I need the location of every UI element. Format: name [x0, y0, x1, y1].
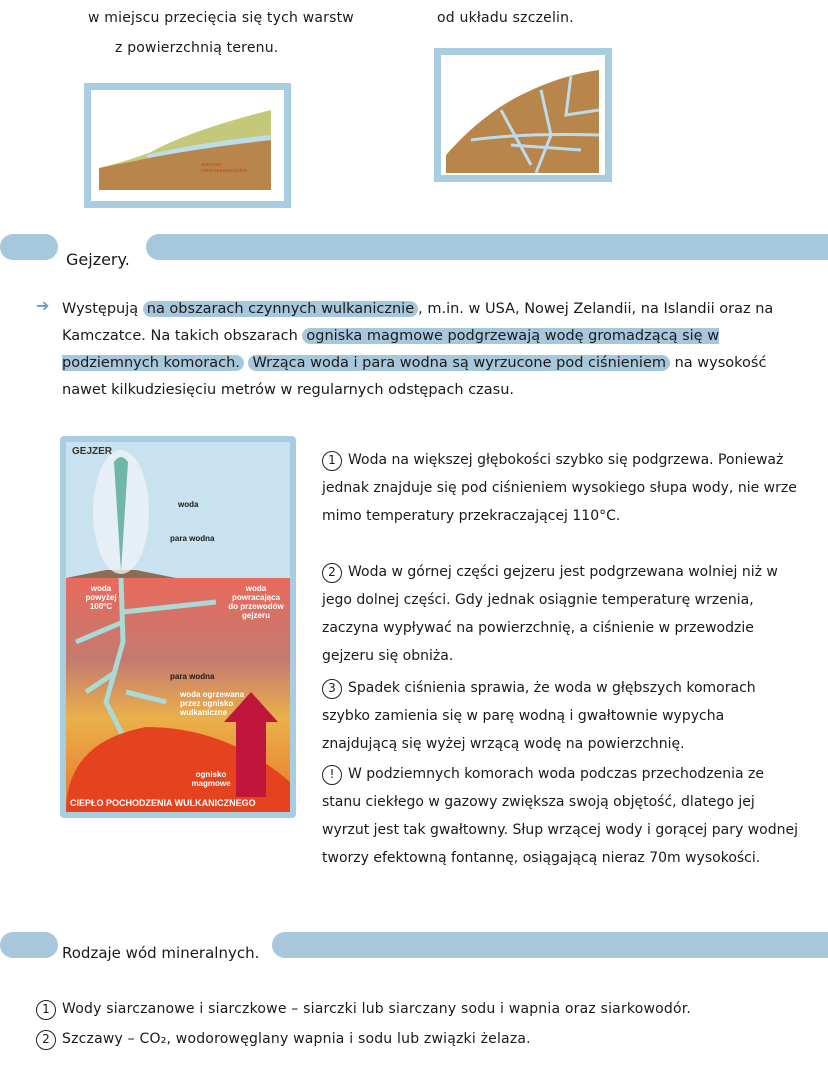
list-item [322, 760, 802, 872]
number-badge: 3 [322, 679, 342, 699]
diagram-title: GEJZER [72, 446, 113, 457]
text: , m.in. w USA, Nowej Zelandii, na Islandii oraz na Kamczatce. Na takich obszarach [62, 301, 774, 344]
list-item [36, 1000, 691, 1020]
diagram-footer: CIEPŁO POCHODZENIA WULKANICZNEGO [70, 798, 256, 808]
heading-bar-left [0, 932, 58, 958]
label-woda: woda [178, 500, 199, 509]
text: Występują [62, 301, 143, 317]
item-text: W podziemnych komorach woda podczas przechodzenia ze stanu ciekłego w gazowy zwiększa swoją objętość, dlatego jej wyrzut jest tak gwałtowny. Słup wrzącej wody i gorącej pary wodnej tworzy efektowną fontannę, osiągającą nieraz 70m wysokości. [322, 766, 798, 866]
heading-bar-right [146, 234, 828, 260]
item-text: Woda na większej głębokości szybko się podgrzewa. Ponieważ jednak znajduje się pod ciśnieniem wysokiego słupa wody, nie wrze mimo temperatury przekraczającej 110°C. [322, 452, 797, 524]
list-item [322, 558, 802, 670]
heading-bar-right [272, 932, 828, 958]
label-woda-ogrzewana: woda ogrzewana przez ognisko wulkaniczne [180, 690, 245, 717]
item-text: Szczawy – CO₂, wodorowęglany wapnia i sodu lub związki żelaza. [62, 1031, 531, 1047]
heading-bar-left [0, 234, 58, 260]
list-item [322, 446, 802, 530]
label-para-wodna-2: para wodna [170, 672, 215, 681]
item-text: Wody siarczanowe i siarczkowe – siarczki lub siarczany sodu i wapnia oraz siarkowodór. [62, 1001, 692, 1017]
text-line: z powierzchnią terenu. [115, 40, 279, 56]
label-woda-powyzej: woda powyżej 100°C [85, 584, 117, 611]
list-item [322, 674, 802, 758]
list-item [36, 1030, 531, 1050]
text: na wysokość nawet kilkudziesięciu metrów w regularnych odstępach czasu. [62, 355, 767, 398]
item-text: Woda w górnej części gejzeru jest podgrzewana wolniej niż w jego dolnej części. Gdy jednak osiągnie temperaturę wrzenia, zaczyna wypływać na powierzchnię, a ciśnienie w przewodzie gejzeru się obniża. [322, 564, 778, 664]
intro-paragraph [62, 296, 782, 404]
highlight: na obszarach czynnych wulkanicznie [143, 301, 418, 317]
label-woda-powracajaca: woda powracająca do przewodów gejzeru [228, 584, 284, 620]
sketch-label: warstwy nieprzepuszczalne [201, 162, 248, 174]
label-ognisko: ognisko magmowe [191, 770, 231, 788]
text-line: w miejscu przecięcia się tych warstw [88, 10, 354, 26]
number-badge: ! [322, 765, 342, 785]
text-line: od układu szczelin. [437, 10, 574, 26]
highlight: Wrząca woda i para wodna są wyrzucone pod ciśnieniem [248, 355, 670, 371]
geyser-diagram [60, 436, 296, 818]
section-title: Rodzaje wód mineralnych. [62, 944, 260, 962]
section-title: Gejzery. [66, 250, 130, 269]
fissure-sketch [434, 48, 612, 182]
number-badge: 1 [36, 1000, 56, 1020]
highlight: ogniska magmowe podgrzewają wodę gromadzącą się w podziemnych komorach. [62, 328, 720, 371]
item-text: Spadek ciśnienia sprawia, że woda w głębszych komorach szybko zamienia się w parę wodną i gwałtownie wypycha znajdującą się wyżej wrzącą wodę na powierzchnię. [322, 680, 756, 752]
label-para-wodna: para wodna [170, 534, 215, 543]
arrow-icon: ➔ [36, 296, 50, 315]
number-badge: 2 [322, 563, 342, 583]
number-badge: 2 [36, 1030, 56, 1050]
aquifer-sketch [84, 83, 291, 208]
number-badge: 1 [322, 451, 342, 471]
